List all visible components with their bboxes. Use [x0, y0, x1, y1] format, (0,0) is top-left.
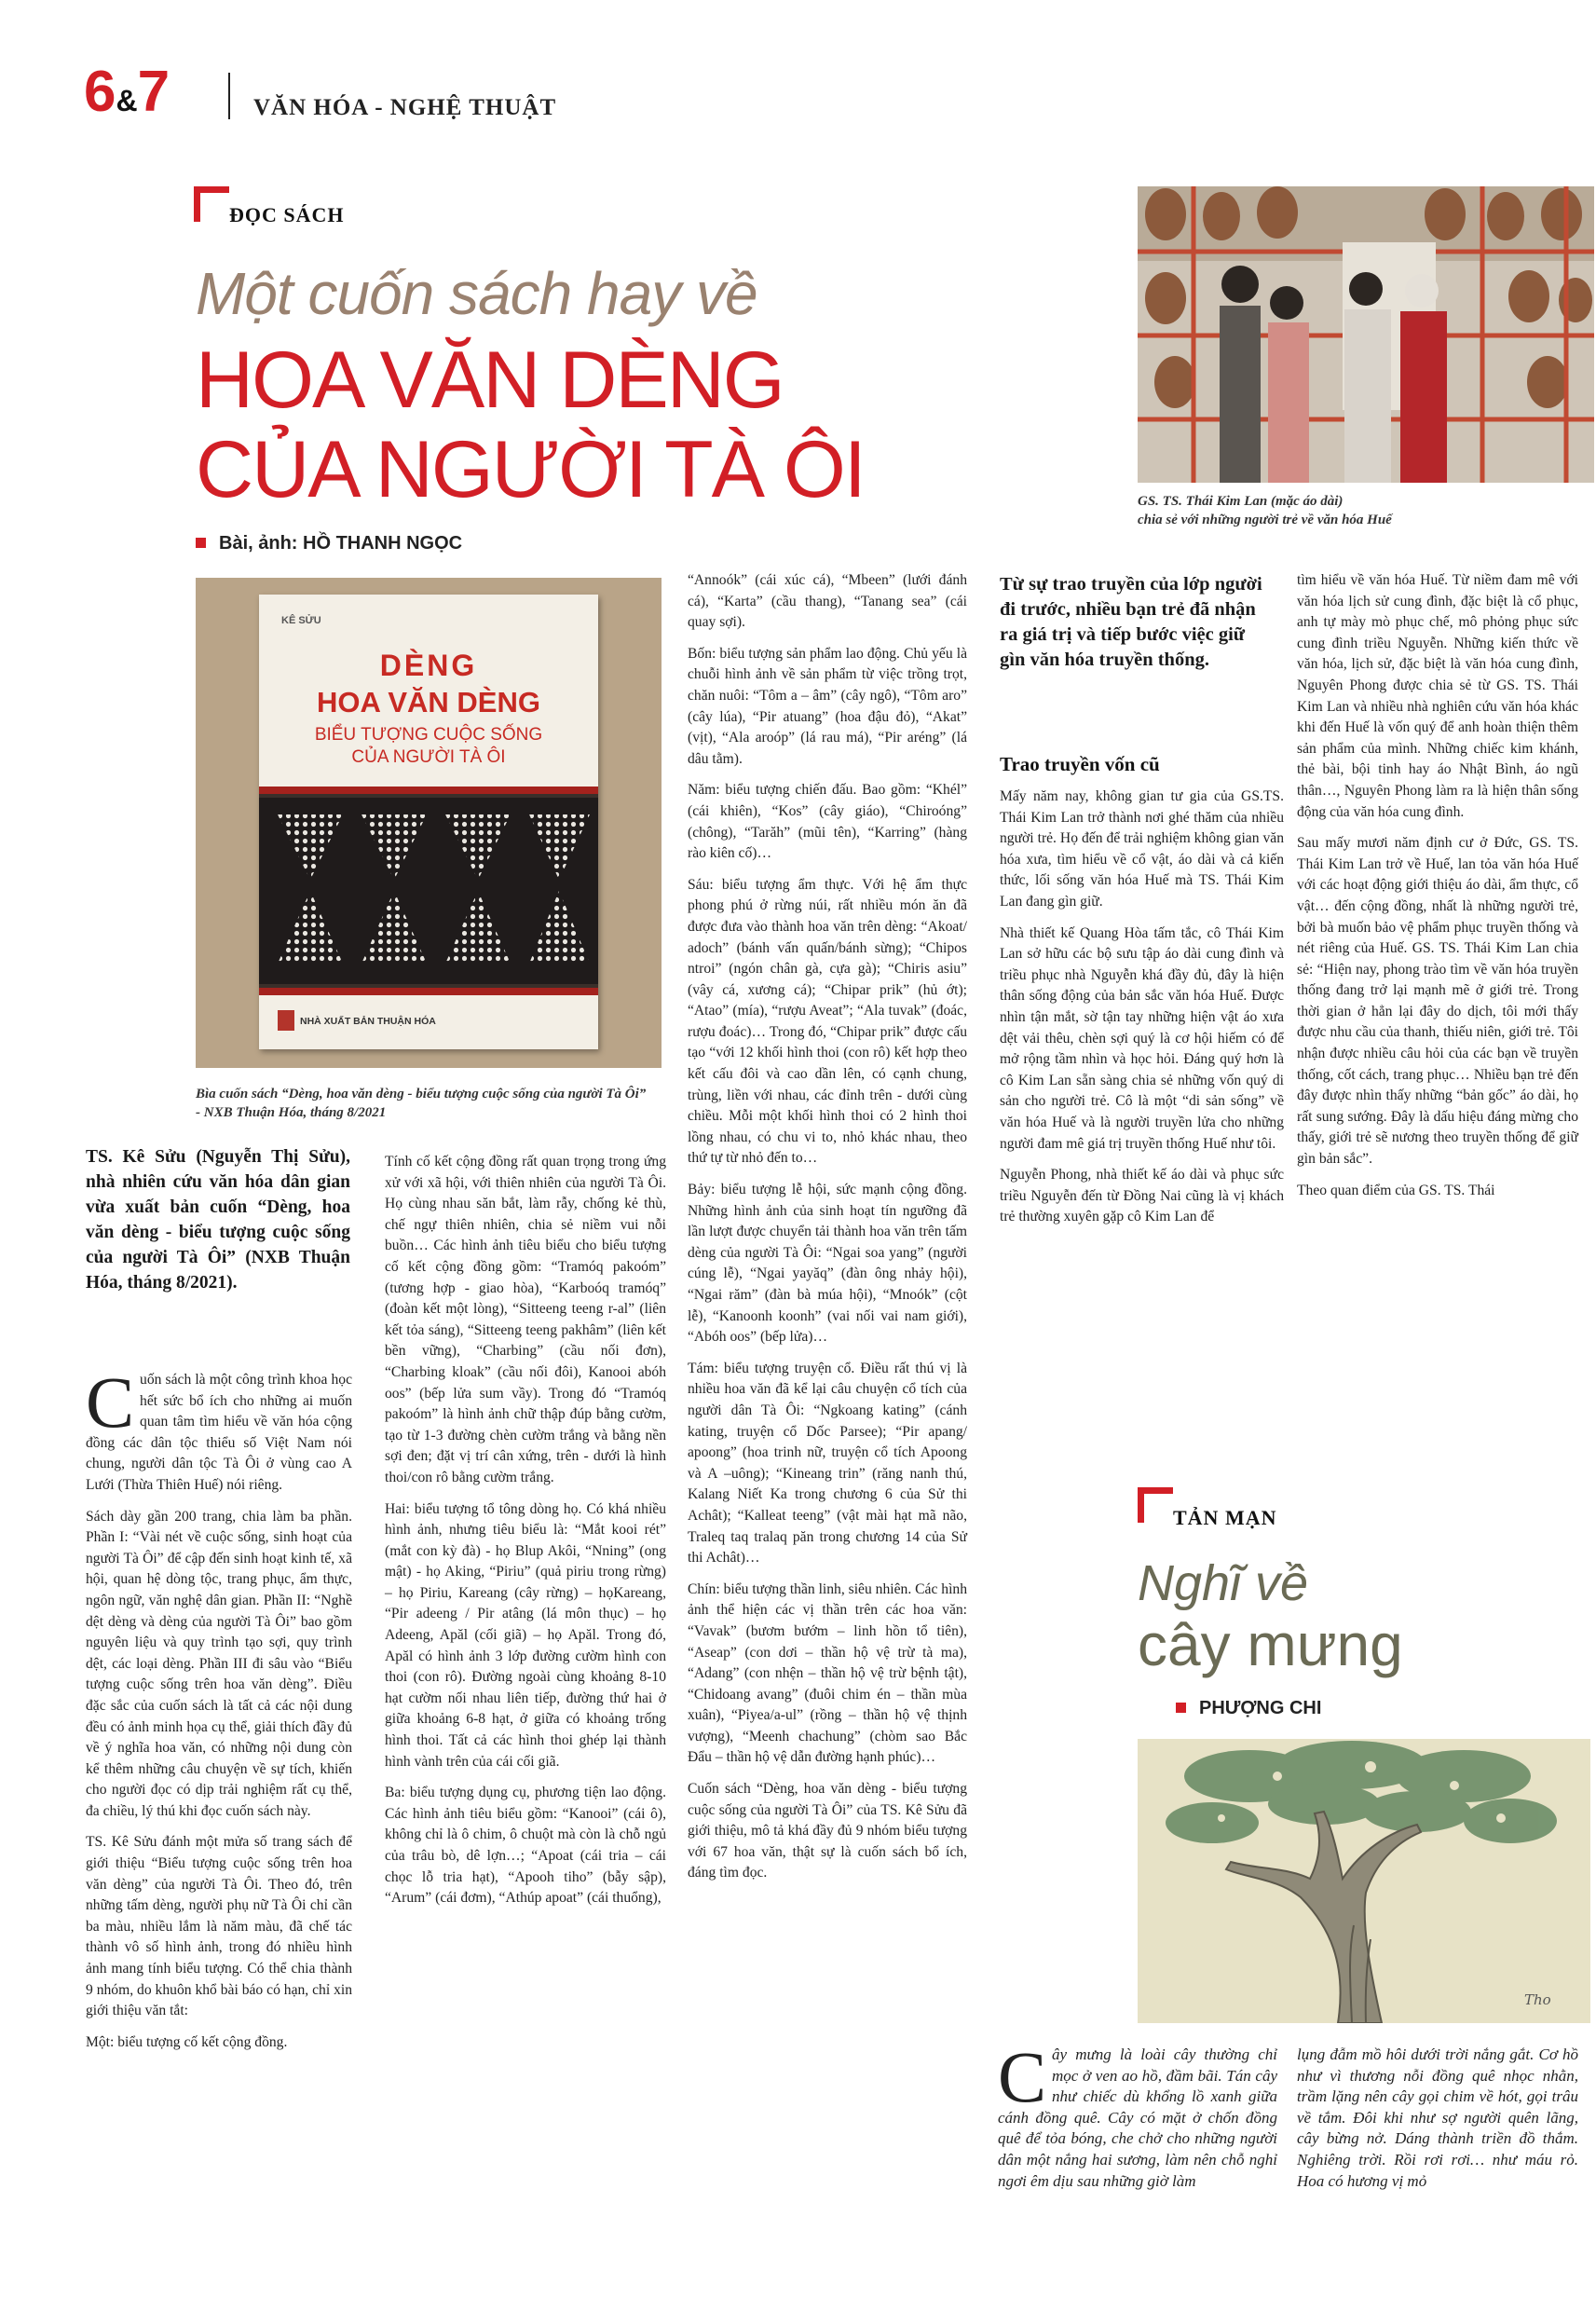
paragraph: Một: biểu tượng cố kết cộng đồng. — [86, 2033, 288, 2050]
paragraph: tìm hiểu về văn hóa Huế. Từ niềm đam mê với văn hóa lịch sử cung đình, đặc biệt là cổ phục, anh tự mày mò phục chế, mô phỏng phục sức cung đình triều Nguyễn. Những kiến thức về văn hóa, lịch sử, đặc biệt là văn hóa cung đình, Nguyên Phong được chia sẻ từ GS. TS. Thái Kim Lan và nhiều nhà nghiên cứu văn hóa khác khi đến Huế là vốn quý để anh hoàn thiện thêm sản phẩm của mình. Những chiếc kim khánh, thẻ bài, bội tinh hay áo Nhật Bình, áo ngũ thân…, Nguyên Phong làm ra là hiện thân sống động của văn hóa cung đình. — [1297, 572, 1578, 820]
tree-drawing — [1138, 1739, 1590, 2023]
section-title: VĂN HÓA - NGHỆ THUẬT — [253, 95, 557, 120]
paragraph: Chín: biểu tượng thần linh, siêu nhiên. Các hình ảnh thể hiện các vị thần trên các hoa văn: “Vavak” (bươm bướm – linh hồn tổ tiên), “Aseap” (con dơi – thần hộ vệ trừ tà ma), “Adang” (con nhện – thần hộ vệ trừ bệnh tật), “Chidoang avang” (đuôi chim én – thần mùa xuân), “Piyea/a-ul” (rồng – thần hộ vệ thịnh vượng), “Meenh chachung” (chòm sao Bắc Đẩu – thần hộ vệ dẫn đường hạnh phúc)… — [688, 1580, 967, 1766]
photo-caption-line2: chia sẻ với những người trẻ về văn hóa Huế — [1138, 513, 1392, 527]
paragraph: Hai: biểu tượng tổ tông dòng họ. Có khá nhiều hình ảnh, nhưng tiêu biểu là: “Mắt kooi rét” (mắt con kỳ đà) - họ Blup Akôi, “Nning” (ong mật) - họ Aking, “Piriu” (quả piriu trong rừng) – họ Piriu, Kareang (cây rừng) – họKareang, “Pir adeeng / Pir atâng (lá môn thục) – họ Adeeng, Apăl (cối giã) – họ Apăl. Trong đó, Apăl có hình ảnh 3 lớp đường cườm hình con thoi (con rô). Đường ngoài cùng khoảng 8-10 hạt cườm nối nhau liên tiếp, đường thứ hai ở giữa khoảng 6-8 hạt, ở giữa có khoảng trống hình thoi. Tất cả các hình thoi ghép lại thành hình vành trên của cái cối giã. — [385, 1500, 666, 1770]
photo-caption-line1: GS. TS. Thái Kim Lan (mặc áo dài) — [1138, 494, 1344, 509]
book-cover-author: KÊ SỬU — [281, 615, 321, 626]
paragraph: Bảy: biểu tượng lễ hội, sức mạnh cộng đồng. Những hình ảnh của sinh hoạt tín ngưỡng đã lần lượt được chuyển tải thành hoa văn trên tấm dèng của người Tà Ôi: “Ngai soa yang” (người cúng lễ), “Ngai yayăq” (đàn ông nhảy hội), “Ngai răm” (đàn bà múa hội), “Mnoók” (cột lễ), “Kanoonh koonh” (vai nối vai nam giới), “Abóh oos” (bếp lửa)… — [688, 1182, 967, 1346]
essay-column-right — [1297, 2045, 1578, 2192]
paragraph: Sáu: biểu tượng ẩm thực. Với hệ ẩm thực phong phú ở rừng núi, rất nhiều món ăn đã được đưa vào thành hoa văn trên dèng: “Akoat/ adoch” (bánh vấn quấn/bánh sừng); “Chipos ntroi” (ngón chân gà, cựa gà); “Chiris asiu” (vây cá, xương cá); “Chipar prik” (hủ ớt); “Atao” (mía), “rượu Aveat”; “Ala tuvak” (đoác, rượu đoác)… Trong đó, “Chipar prik” được cấu tạo “với 12 khối hình thoi (con rô) kết hợp theo kết cấu đôi và cao dần lên, có cạnh chung, trùng, liền với nhau, các đỉnh trên - dưới cùng chiều. Mỗi một khối hình thoi có 2 hình thoi lồng nhau, có chu vi to, nhỏ khác nhau, theo thứ tự từ nhỏ đến to… — [688, 876, 967, 1167]
book-cover-subtitle2: CỦA NGƯỜI TÀ ÔI — [351, 747, 506, 767]
publisher-logo-icon — [278, 1010, 294, 1031]
article-lead: TS. Kê Sửu (Nguyễn Thị Sửu), nhà nhiên cứu văn hóa dân gian vừa xuất bản cuốn “Dèng, hoa văn dèng - biểu tượng cuộc sống của người Tà Ôi” (NXB Thuận Hóa, tháng 8/2021). — [86, 1147, 350, 1293]
paragraph: Theo quan điểm của GS. TS. Thái — [1297, 1182, 1495, 1198]
paragraph: Tính cố kết cộng đồng rất quan trọng trong ứng xử với xã hội, với thiên nhiên của người Tà Ôi. Họ cùng nhau săn bắt, làm rẫy, chống kẻ thù, chế ngự thiên nhiên, chia sẻ niềm vui nỗi buồn… Các hình ảnh tiêu biểu cho biểu tượng cố kết cộng đồng gồm: “Tramóq pakoóm” (tương hợp - giao hòa), “Karboóq tramóq” (đoàn kết một lòng), “Sitteeng teeng r-al” (liên kết tỏa sáng), “Sitteeng teeng pakhâm” (liên kết bền vững), “Charbing” (cầu nối đơn), “Charbing kloak” (cầu nối đôi), Kanooi abóh oos” (bếp lửa sum vầy). Trong đó “Tramóq pakoóm” là hình ảnh chữ thập đúp bằng cườm, tạo từ 1-3 đường chèn cườm trắng và bằng nền sợi đen; đặt vị trí cân xứng, trên - dưới là hình thoi/con rô bằng cườm trắng. — [385, 1154, 666, 1485]
book-cover-photo — [196, 578, 662, 1068]
bullet-square-icon — [196, 538, 206, 548]
paragraph: Bốn: biểu tượng sản phẩm lao động. Chủ yếu là chuỗi hình ảnh về sản phẩm từ việc trồng trọt, chăn nuôi: “Tôm a – âm” (cây ngô), “Tôm aro” (cây lúa), “Pir atuang” (hoa đậu đỏ), “Akat” (vịt), “Ala aroóp” (lá rau má), “Pir aréng” (lá dâu tằm). — [688, 645, 967, 767]
article-title-line2: CỦA NGƯỜI TÀ ÔI — [196, 425, 865, 514]
paragraph: “Annoók” (cái xúc cá), “Mbeen” (lưới đánh cá), “Karta” (cầu thang), “Tanang sea” (cái quay sợi). — [688, 572, 967, 631]
page-number-amp: & — [116, 84, 138, 117]
book-caption: Bìa cuốn sách “Dèng, hoa văn dèng - biểu tượng cuộc sống của người Tà Ôi” - NXB Thuận Hóa, tháng 8/2021 — [196, 1087, 647, 1120]
kicker-doc-sach: ĐỌC SÁCH — [229, 203, 345, 226]
header-divider — [228, 73, 230, 119]
essay-title-line1: Nghĩ về — [1138, 1555, 1309, 1611]
article-title — [196, 335, 865, 514]
essay-byline — [1176, 1698, 1321, 1719]
byline — [196, 533, 462, 554]
book-cover-title1: DÈNG — [379, 649, 478, 682]
book-cover-publisher: NHÀ XUẤT BẢN THUẬN HÓA — [300, 1016, 436, 1027]
paragraph: Nguyễn Phong, nhà thiết kế áo dài và phục sức triều Nguyễn đến từ Đồng Nai cũng là vị khách trẻ thường xuyên gặp cô Kim Lan để — [1000, 1167, 1284, 1225]
bullet-square-icon — [1176, 1703, 1186, 1713]
photo-caption — [1138, 492, 1594, 529]
paragraph: TS. Kê Sửu đánh một mửa số trang sách để giới thiệu “Biểu tượng cuộc sống trên hoa văn dèng” của người Tà Ôi. Theo đó, trên những tấm dèng, người phụ nữ Tà Ôi chỉ cần ba màu, nhiều lắm là năm màu, đã chế tác thành vô số hình ảnh, trong đó nhiều hình ảnh mang tính biểu tượng. Có thể chia thành 9 nhóm, do khuôn khổ bài báo có hạn, chỉ xin giới thiệu văn tắt: — [86, 1834, 352, 2019]
essay-byline-text: PHƯỢNG CHI — [1199, 1698, 1322, 1718]
dropcap: C — [86, 1361, 135, 1443]
article-title-line1: HOA VĂN DÈNG — [196, 335, 784, 425]
paragraph: Nhà thiết kế Quang Hòa tấm tắc, cô Thái Kim Lan sở hữu các bộ sưu tập áo dài cung đình và triều phục nhà Nguyễn khá đầy đủ, đây là hiện thân sống động của bản sắc văn hóa Huế. Được nhìn tận mắt, sờ tận tay những hiện vật áo xưa dệt vải thêu, chèn sợi quý là cơ hội hiếm có để mở rộng tầm nhìn và học hỏi. Đáng quý hơn là cô Kim Lan sẵn sàng chia sẻ những vốn quý di sản cho người trẻ. Cô là một “di sản sống” về văn hóa Huế và là người truyền lửa cho những người đam mê giá trị truyền thống Huế như tôi. — [1000, 924, 1284, 1152]
book-cover-pattern — [259, 787, 598, 995]
byline-text: Bài, ảnh: HỒ THANH NGỌC — [219, 533, 463, 554]
book-cover — [259, 595, 598, 1049]
essay-column-left — [998, 2036, 1277, 2192]
paragraph: uốn sách là một công trình khoa học hết sức bổ ích cho những ai muốn quan tâm tìm hiểu về văn hóa cộng đồng các dân tộc thiểu số Việt Nam nói chung, người dân tộc Tà Ôi ở vùng cao A Lưới (Thừa Thiên Huế) nói riêng. — [86, 1372, 352, 1493]
body-column-2 — [385, 1152, 666, 1920]
pull-quote: Từ sự trao truyền của lớp người đi trước, nhiều bạn trẻ đã nhận ra giá trị và tiếp bước việc giữ gìn văn hóa truyền thống. — [1000, 574, 1262, 670]
tree-illustration — [1138, 1739, 1590, 2023]
book-cover-subtitle1: BIỂU TƯỢNG CUỘC SỐNG — [314, 725, 543, 745]
photo-thai-kim-lan — [1138, 186, 1594, 483]
paragraph: Sau mấy mươi năm định cư ở Đức, GS. TS. Thái Kim Lan trở về Huế, lan tỏa văn hóa Huế với các hoạt động giới thiệu áo dài, ẩm thực, cổ vật… đến cộng đồng, nhất là những người trẻ, bởi bà muốn bảo vệ phẩm phục truyền thống và nét riêng của Huế. GS. TS. Thái Kim Lan chia sẻ: “Hiện nay, phong trào tìm về văn hóa truyền thống đang trở lại mạnh mẽ ở giới trẻ. Trong thời gian ở hẳn lại đây do dịch, tôi mới thấy được nhu cầu của thanh, thiếu niên, giới trẻ. Tôi nhận được nhiều câu hỏi của các bạn về truyền thống, cốt cách, trang phục… Nhiều bạn trẻ đến đây được nhìn thấy những “bản gốc” áo dài, họ rất sung sướng. Đây là dấu hiệu đáng mừng cho thấy, giới trẻ sẽ nương theo truyền thống để giữ gìn bản sắc”. — [1297, 835, 1578, 1168]
essay-text-left: ây mưng là loài cây thường chỉ mọc ở ven ao hồ, đầm bãi. Tán cây như chiếc dù khổng lồ xanh giữa cánh đồng quê. Cây có mặt ở chốn đồng quê để tỏa bóng, che chở cho những người dân một nắng hai sương, làm nên chỗ nghỉ ngơi êm dịu sau những giờ làm — [998, 2045, 1277, 2190]
subhead-trao-truyen: Trao truyền vốn cũ — [1000, 753, 1160, 775]
kicker-bracket-icon — [194, 186, 229, 222]
kicker-bracket-icon — [1138, 1487, 1173, 1523]
essay-dropcap: C — [998, 2036, 1047, 2117]
paragraph: Ba: biểu tượng dụng cụ, phương tiện lao động. Các hình ảnh tiêu biểu gồm: “Kanooi” (cái ô), không chỉ là ô chim, ô chuột mà còn là chỗ ngủ của trâu bò, dê lợn…; “Apoat (cái tria – cái chọc lỗ tria hạt), “Apooh tiho” (bẫy sập), “Arum” (cái đơm), “Athúp apoat” (cái thuổng), — [385, 1785, 666, 1907]
paragraph: Năm: biểu tượng chiến đấu. Bao gồm: “Khél” (cái khiên), “Kos” (cây giáo), “Chiroóng” (chông), “Tarăh” (mũi tên), “Karring” (hàng rào kiên cố)… — [688, 782, 967, 862]
essay-title-line2: cây mưng — [1138, 1611, 1403, 1678]
essay-text-right: lụng đẫm mồ hôi dưới trời nắng gắt. Cơ hồ như vì thương nỗi đồng quê nhọc nhằn, trầm lặng nên cây gọi chim về hót, gọi trâu về tắm. Đôi khi như sợ người quên lãng, cây bừng nở. Dáng thành triền đồ thắm. Nghiêng trời. Rồi rơi rơi… như máu rỏ. Hoa có hương vị mỏ — [1297, 2045, 1578, 2190]
page-number-right: 7 — [137, 60, 171, 124]
paragraph: Mấy năm nay, không gian tư gia của GS.TS. Thái Kim Lan trở thành nơi ghé thăm của nhiều người trẻ. Họ đến để trải nghiệm không gian văn hóa xưa, tìm hiểu về cổ vật, áo dài và cả kiến thức, lối sống văn hóa Huế mà TS. Thái Kim Lan đang gìn giữ. — [1000, 788, 1284, 910]
page-number — [84, 60, 171, 124]
body-column-4 — [1000, 787, 1284, 1238]
book-cover-title2: HOA VĂN DÈNG — [317, 686, 540, 718]
kicker-tan-man: TẢN MẠN — [1173, 1506, 1277, 1529]
paragraph: Tám: biểu tượng truyện cổ. Điều rất thú vị là nhiều hoa văn đã kể lại câu chuyện cổ tích của người dân Tà Ôi: “Ngkoang kating” (cánh kating, truyện cổ Dốc Parsee); “Pir apang/ apoong” (hoa trinh nữ, truyện cổ tích Apoong và A –uông); “Kineang trin” (răng nanh thú, Kalang Niết Ka trong chương 6 của Sử thi Achât); “Kalleat teeng” (vật mài hạt mã não, Traleq taq tralaq păn trong chương 14 của Sử thi Achât)… — [688, 1360, 967, 1566]
illustration-signature: Tho — [1524, 1991, 1551, 2008]
paragraph: Cuốn sách “Dèng, hoa văn dèng - biểu tượng cuộc sống của người Tà Ôi” của TS. Kê Sửu đã giới thiệu, mô tả khá đầy đủ 9 nhóm biểu tượng với 67 hoa văn, thật sự là cuốn sách bổ ích, đáng tìm đọc. — [688, 1781, 967, 1881]
body-column-1 — [86, 1361, 352, 2063]
article-title-sub: Một cuốn sách hay về — [196, 260, 757, 327]
body-column-3 — [688, 570, 967, 1895]
paragraph: Sách dày gần 200 trang, chia làm ba phần. Phần I: “Vài nét về cuộc sống, sinh hoạt của người Tà Ôi” để cập đến sinh hoạt kinh tế, xã hội, quan hệ dòng tộc, trang phục, ẩm thực, ngôn ngữ, văn nghệ dân gian. Phần II: “Nghề dệt dèng và dèng của người Tà Ôi” bao gồm nguyên liệu và quy trình tạo sợi, quy trình dệt, các loại dèng. Phần III đi sâu vào “Biểu tượng cuộc sống trên hoa văn dèng”. Điều đặc sắc của cuốn sách là tất cả các nội dung đều có ảnh minh họa cụ thể, giải thích đầy đủ về ý nghĩa hoa văn, có những nội dung còn kể thêm những câu chuyện về sự tích, khiến cho người đọc có dịp trải nghiệm rất cụ thể, đa chiều, lý thú khi đọc cuốn sách này. — [86, 1508, 352, 1819]
photo-illustration — [1138, 186, 1594, 483]
page-number-left: 6 — [84, 60, 116, 124]
body-column-5 — [1297, 570, 1578, 1211]
